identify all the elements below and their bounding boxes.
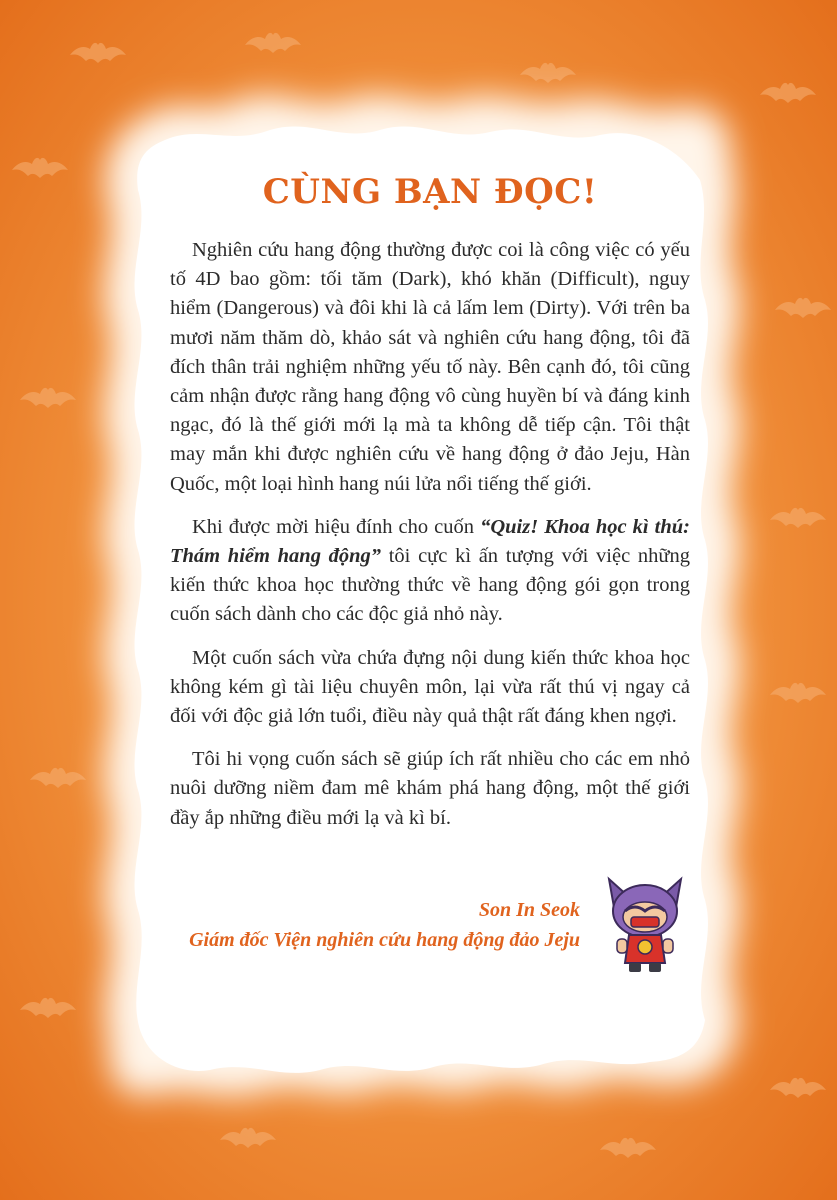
- paragraph-2: [170, 513, 690, 630]
- paragraph-2-end: tôi cực kì ấn tượng với việc những kiến thức khoa học thường thức về hang động gói gọn trong cuốn sách dành cho các độc giả nhỏ này.: [170, 545, 691, 626]
- page-content: [160, 160, 700, 1040]
- page-title: CÙNG BẠN ĐỌC!: [262, 172, 598, 212]
- signature-role: Giám đốc Viện nghiên cứu hang động đảo Jeju: [189, 929, 580, 951]
- signature-name: Son In Seok: [478, 899, 580, 921]
- paragraph-4: Tôi hi vọng cuốn sách sẽ giúp ích rất nhiều cho các em nhỏ nuôi dưỡng niềm đam mê khám phá hang động, một thế giới đầy ắp những điều mới lạ và kì bí.: [170, 748, 690, 829]
- signature: [189, 895, 580, 955]
- book-title-quote: “Quiz! Khoa học kì thú: Thám hiểm hang động”: [170, 515, 690, 568]
- body-text: [170, 236, 690, 847]
- mascot-illustration: [605, 875, 685, 975]
- paragraph-1: Nghiên cứu hang động thường được coi là công việc có yếu tố 4D bao gồm: tối tăm (Dark), khó khăn (Difficult), nguy hiểm (Dangerous) và đôi khi là cả lấm lem (Dirty). Với trên ba mươi năm thăm dò, khảo sát và nghiên cứu hang động, tôi đã đích thân trải nghiệm những yếu tố này. Bên cạnh đó, tôi cũng cảm nhận được rằng hang động vô cùng huyền bí và đáng kinh ngạc, đó là thế giới mới lạ mà ta không dễ tiếp cận. Tôi thật may mắn khi được nghiên cứu về hang động ở đảo Jeju, Hàn Quốc, một loại hình hang núi lửa nổi tiếng thế giới.: [170, 239, 690, 495]
- paragraph-3: Một cuốn sách vừa chứa đựng nội dung kiến thức khoa học không kém gì tài liệu chuyên môn, lại vừa rất thú vị ngay cả đối với độc giả lớn tuổi, điều này quả thật rất đáng khen ngợi.: [170, 646, 690, 728]
- paragraph-2-start: Khi được mời hiệu đính cho cuốn: [192, 515, 481, 538]
